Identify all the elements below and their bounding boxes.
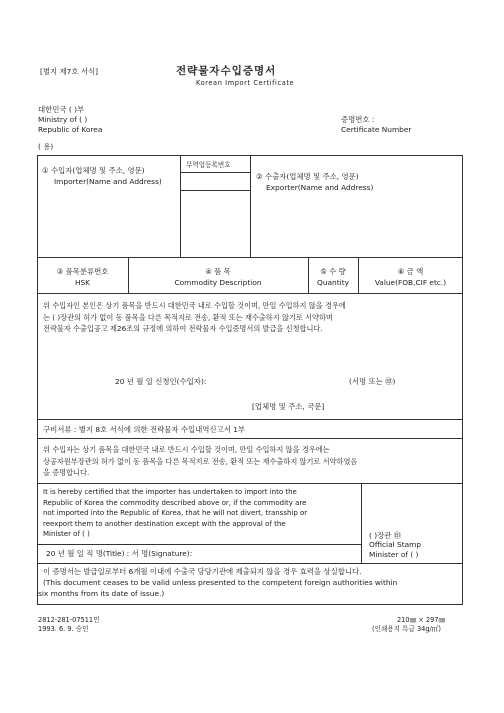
- issuer-line-2: Ministry of ( ): [38, 115, 88, 124]
- certificate-number-label: 증명번호 :: [341, 115, 375, 124]
- issuer-line-4: ( 용): [38, 142, 54, 151]
- importer-label: ① 수입자(업체명 및 주소, 영문): [42, 166, 145, 175]
- commodity-header: ④ 품 목: [205, 267, 231, 276]
- hsk-header: ③ 품목분류번호: [56, 267, 109, 276]
- importer-label-en: Importer(Name and Address): [54, 177, 162, 186]
- official-stamp: Official Stamp: [369, 540, 422, 549]
- form-number: [별지 제7호 서식]: [40, 67, 99, 76]
- signature-or-seal: (서명 또는 ㊞): [349, 377, 396, 386]
- commodity-header-en: Commodity Description: [174, 278, 262, 287]
- value-header-en: Value(FOB,CIF etc.): [374, 278, 447, 287]
- english-line: not imported into the Republic of Korea, that he will not divert, transship or: [43, 509, 308, 518]
- issuer-line-1: 대한민국 ( )부: [38, 105, 85, 114]
- validity-note: 이 증명서는 발급일로부터 6개월 이내에 수출국 담당기관에 제출되지 않을 경우 효력을 상실합니다.: [43, 567, 362, 576]
- confirmation-text: [43, 444, 357, 479]
- english-line: Republic of Korea the commodity described above or, if the commodity are: [43, 498, 307, 507]
- application-line: 전략물자 수출입공고 제26조의 규정에 의하여 전략물자 수입증명서의 발급을 신청합니다.: [43, 324, 323, 333]
- english-line: reexport them to another destination except with the approval of the: [43, 519, 286, 528]
- value-header: ⑥ 금 액: [397, 267, 424, 276]
- page-title: 전략물자수입증명서: [176, 65, 277, 77]
- quantity-header-en: Quantity: [317, 278, 349, 287]
- application-line: 위 수입자인 본인은 상기 품목을 반드시 대한민국 내로 수입할 것이며, 만일 수입하지 않을 경우에: [43, 301, 346, 310]
- paper-spec: (인쇄용지 특급 34g/㎡): [372, 625, 441, 633]
- quantity-header: ⑤ 수 량: [320, 267, 346, 276]
- english-certification: [43, 487, 307, 540]
- trade-registration-label: 무역업등록번호: [186, 161, 231, 169]
- attachment-note: 구비서류 : 별지 8호 서식에 의한 전략물자 수입내역신고서 1부: [43, 425, 246, 434]
- issuer-line-3: Republic of Korea: [38, 125, 103, 134]
- paper-size: 210㎜ × 297㎜: [397, 616, 446, 624]
- application-text: [43, 300, 346, 335]
- company-name-address: [업체명 및 주소, 국문]: [252, 402, 325, 411]
- english-line: It is hereby certified that the importer has undertaken to import into the: [43, 488, 297, 496]
- english-line: Minister of ( ): [43, 530, 90, 539]
- exporter-label-en: Exporter(Name and Address): [266, 183, 374, 192]
- certificate-number-label-en: Certificate Number: [341, 125, 412, 134]
- confirmation-line: 을 증명합니다.: [43, 468, 90, 477]
- validity-note-en: (This document ceases to be valid unless presented to the competent foreign authorities within: [43, 578, 398, 587]
- approval-date: 1993. 6. 9. 승인: [38, 625, 89, 633]
- application-line: 는 ( )장관의 허가 없이 동 품목을 다른 목적지로 전송, 환적 또는 재수출하지 않기로 서약하며: [43, 312, 333, 322]
- stamp-minister: Minister of ( ): [369, 550, 419, 559]
- minister-seal: ( )장관 ㊞: [369, 531, 402, 540]
- form-code: 2812-281-07511민: [38, 616, 100, 624]
- confirmation-line: 상공자원부장관의 허가 없이 동 품목을 다른 목적지로 전송, 환적 또는 재수출하지 않기로 서약하였음: [43, 456, 358, 466]
- page-subtitle: Korean Import Certificate: [196, 79, 295, 87]
- validity-note-en-2: six months from its date of issue.): [38, 589, 165, 598]
- certification-date-title-signature: 20 년 월 일 직 명(Title) : 서 명(Signature):: [46, 549, 193, 558]
- exporter-label: ② 수출자(업체명 및 주소, 영문): [256, 172, 359, 181]
- application-date: 20 년 월 일 신청인(수입자):: [115, 377, 207, 386]
- confirmation-line: 위 수입자는 상기 품목을 대한민국 내로 반드시 수입할 것이며, 만일 수입하지 않을 경우에는: [43, 445, 330, 454]
- hsk-header-en: HSK: [74, 278, 91, 287]
